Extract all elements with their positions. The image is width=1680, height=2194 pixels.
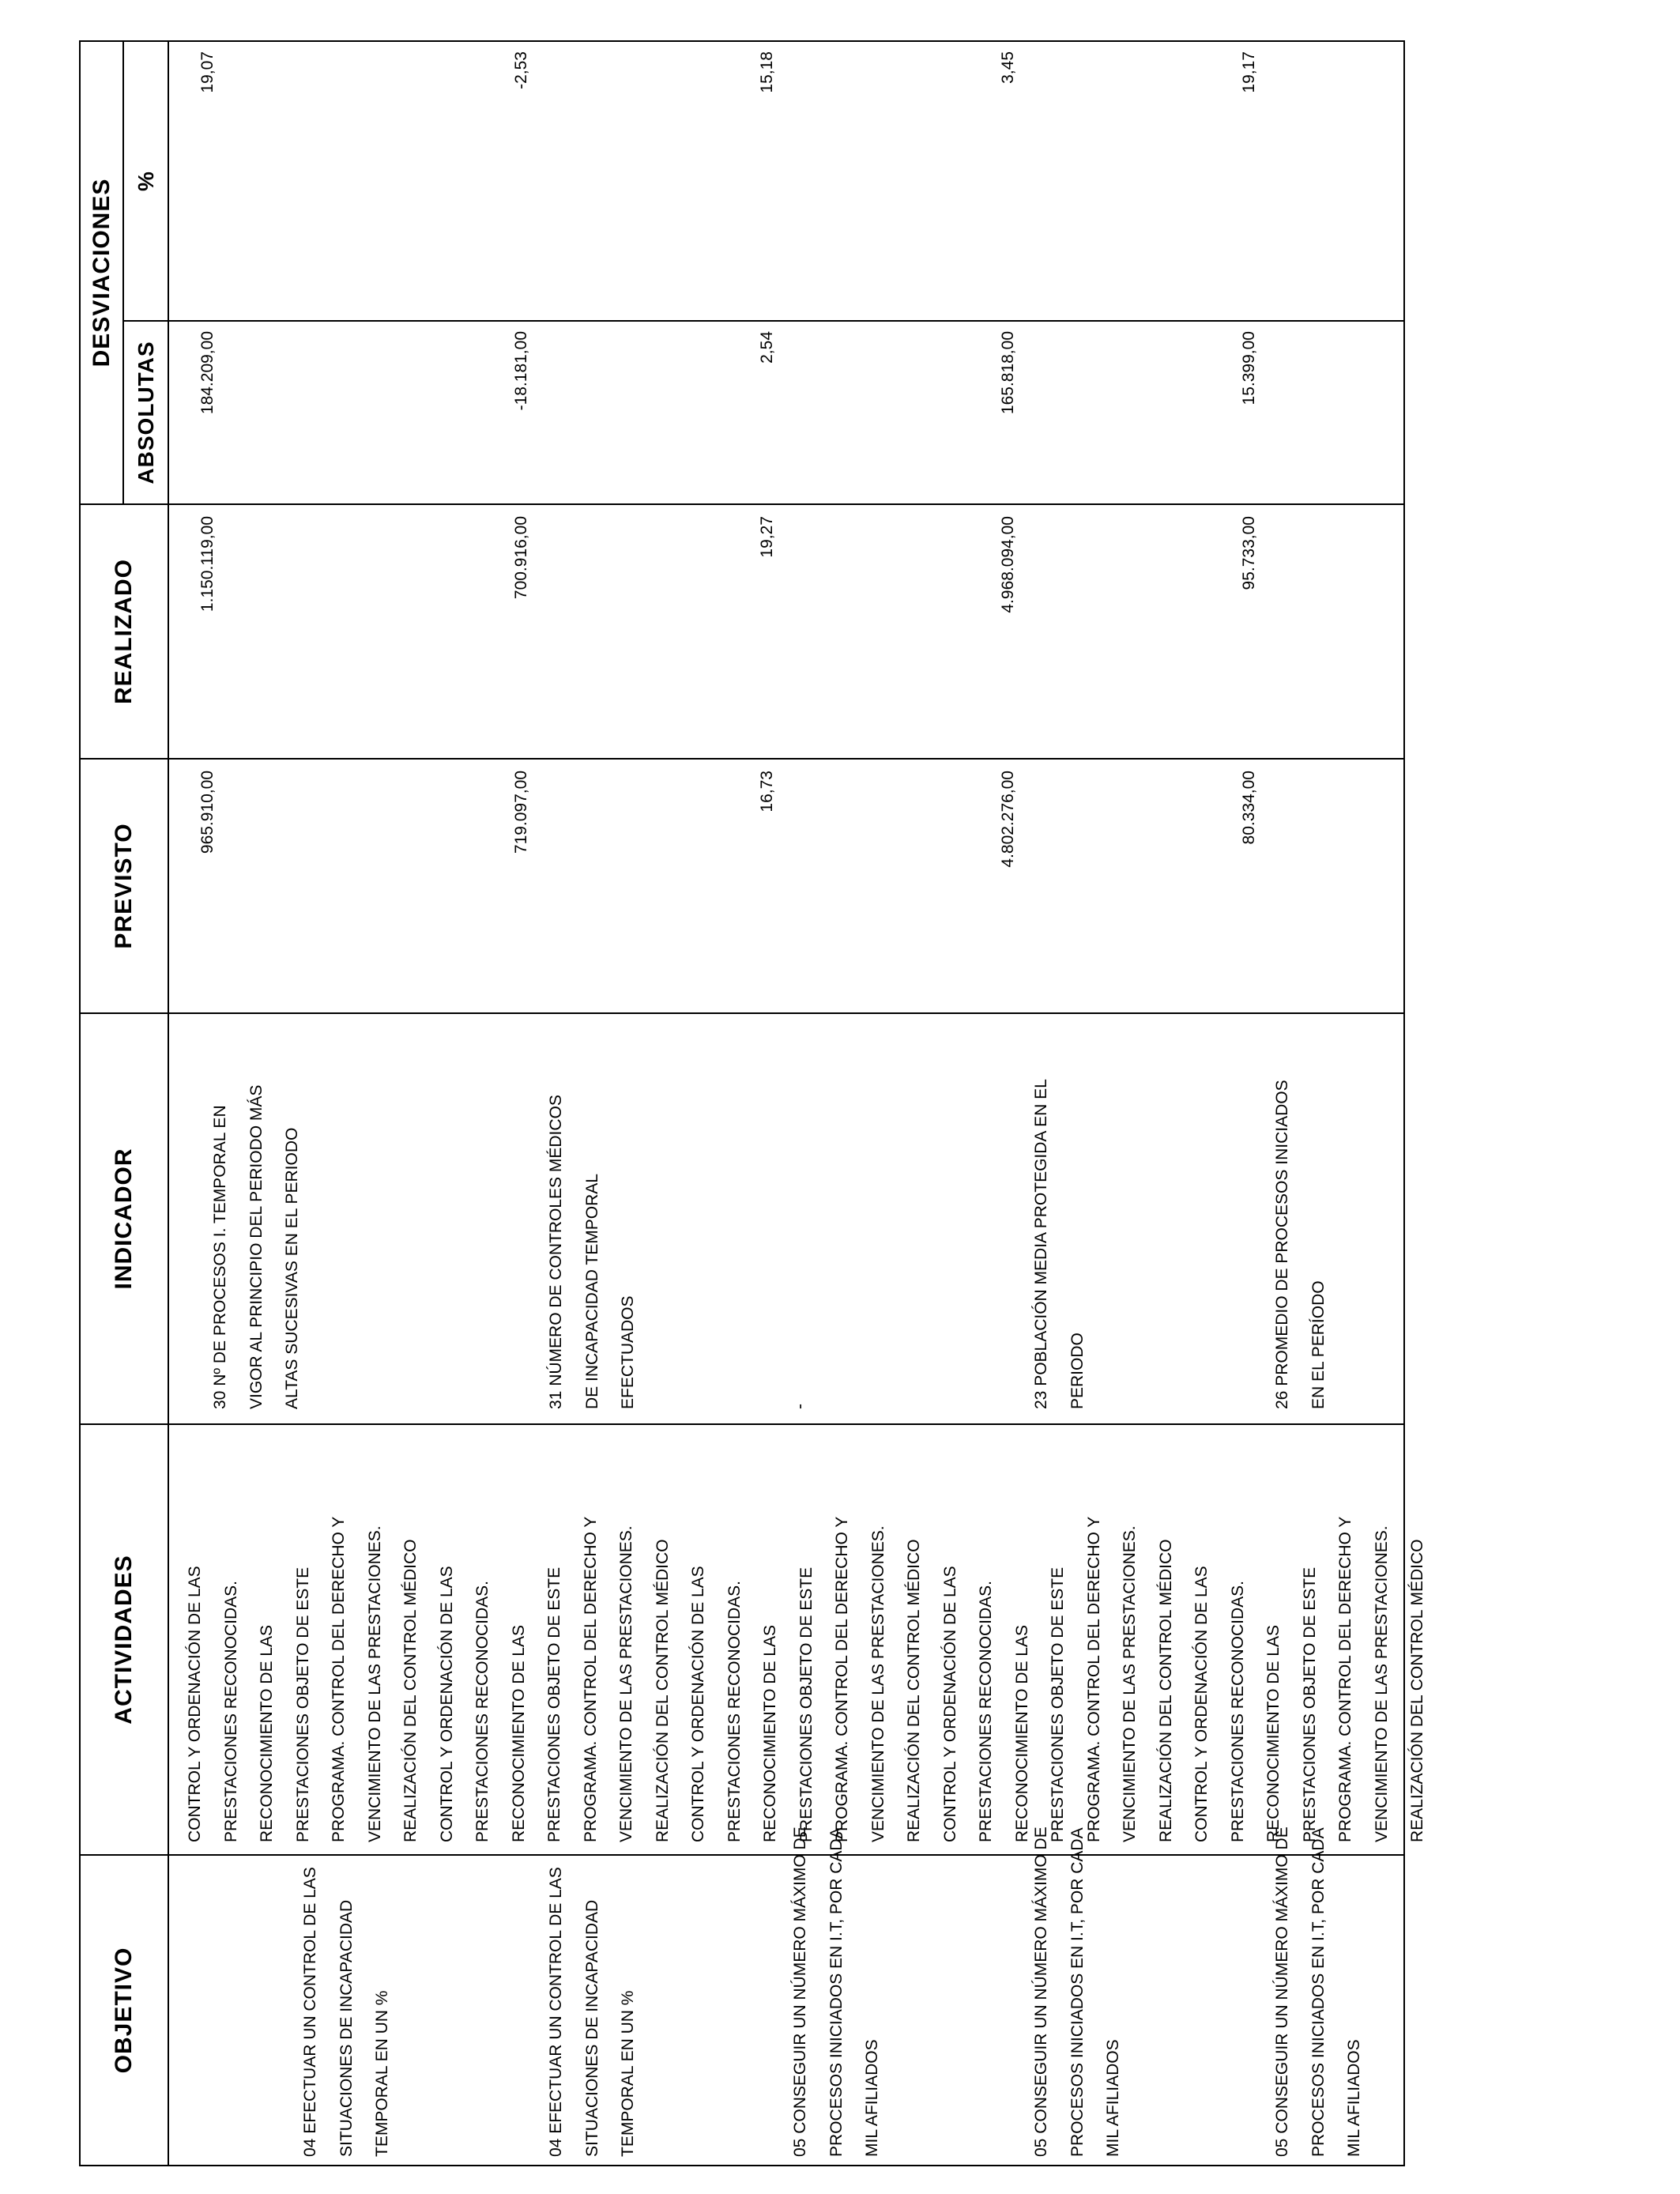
absolutas-cell: 184.209,00 <box>198 331 217 415</box>
objetivo-cell: 05 CONSEGUIR UN NÚMERO MÁXIMO DE PROCESOS INICIADOS EN I.T, POR CADA MIL AFILIADOS <box>1273 1826 1363 2157</box>
actividades-line: REALIZACIÓN DEL CONTROL MÉDICO <box>653 1539 672 1842</box>
actividades-line: VENCIMIENTO DE LAS PRESTACIONES. <box>1121 1525 1139 1842</box>
actividades-line: PRESTACIONES OBJETO DE ESTE <box>797 1566 816 1842</box>
porcentaje-cell: 19,07 <box>198 51 217 93</box>
table-row <box>1130 42 1403 2165</box>
previsto-cell: 4.802.276,00 <box>999 771 1017 868</box>
actividades-line: RECONOCIMIENTO DE LAS <box>258 1625 276 1842</box>
actividades-line: PROGRAMA. CONTROL DEL DERECHO Y <box>581 1516 600 1842</box>
porcentaje-cell: 15,18 <box>758 51 776 93</box>
actividades-line: PRESTACIONES OBJETO DE ESTE <box>293 1566 312 1842</box>
absolutas-cell: 165.818,00 <box>999 331 1017 415</box>
objetivo-cell: 04 EFECTUAR UN CONTROL DE LAS SITUACIONES DE INCAPACIDAD TEMPORAL EN UN % <box>547 1867 637 2157</box>
actividades-line: CONTROL Y ORDENACIÓN DE LAS <box>186 1566 204 1842</box>
table-row <box>648 42 889 2165</box>
absolutas-cell: -18.181,00 <box>512 331 530 411</box>
header-objetivo: OBJETIVO <box>81 1854 168 2165</box>
actividades-line: RECONOCIMIENTO DE LAS <box>1012 1625 1031 1842</box>
actividades-line: RECONOCIMIENTO DE LAS <box>509 1625 528 1842</box>
absolutas-cell: 15.399,00 <box>1240 331 1258 405</box>
indicador-cell: 31 NÚMERO DE CONTROLES MÉDICOS DE INCAPACIDAD TEMPORAL EFECTUADOS <box>547 1095 637 1409</box>
previsto-cell: 80.334,00 <box>1240 771 1258 845</box>
absolutas-cell: 2,54 <box>758 331 776 364</box>
realizado-cell: 95.733,00 <box>1240 516 1258 590</box>
actividades-line: REALIZACIÓN DEL CONTROL MÉDICO <box>905 1539 923 1842</box>
actividades-line: PROGRAMA. CONTROL DEL DERECHO Y <box>1084 1516 1103 1842</box>
actividades-line: PRESTACIONES RECONOCIDAS. <box>473 1581 492 1842</box>
actividades-line: PRESTACIONES RECONOCIDAS. <box>977 1581 995 1842</box>
indicador-cell: 30 Nº DE PROCESOS I. TEMPORAL EN VIGOR AL PRINCIPIO DEL PERIODO MÁS ALTAS SUCESIVAS EN EL PERIODO <box>211 1084 301 1409</box>
table-row <box>889 42 1130 2165</box>
header-realizado: REALIZADO <box>81 503 168 758</box>
porcentaje-cell: -2,53 <box>512 51 530 89</box>
indicador-cell: 26 PROMEDIO DE PROCESOS INICIADOS EN EL PERÍODO <box>1273 1080 1328 1409</box>
actividades-line: VENCIMIENTO DE LAS PRESTACIONES. <box>1372 1525 1391 1842</box>
actividades-line: CONTROL Y ORDENACIÓN DE LAS <box>689 1566 707 1842</box>
previsto-cell: 965.910,00 <box>198 771 217 854</box>
actividades-line: PRESTACIONES OBJETO DE ESTE <box>1300 1566 1319 1842</box>
porcentaje-cell: 19,17 <box>1240 51 1258 93</box>
actividades-line: PROGRAMA. CONTROL DEL DERECHO Y <box>833 1516 851 1842</box>
realizado-cell: 700.916,00 <box>512 516 530 600</box>
actividades-line: CONTROL Y ORDENACIÓN DE LAS <box>940 1566 959 1842</box>
realizado-cell: 4.968.094,00 <box>999 516 1017 613</box>
actividades-line: PRESTACIONES RECONOCIDAS. <box>1228 1581 1247 1842</box>
realizado-cell: 19,27 <box>758 516 776 558</box>
header-actividades: ACTIVIDADES <box>81 1423 168 1854</box>
previsto-cell: 16,73 <box>758 771 776 812</box>
actividades-line: PRESTACIONES OBJETO DE ESTE <box>1049 1566 1067 1842</box>
actividades-line: RECONOCIMIENTO DE LAS <box>1264 1625 1283 1842</box>
header-previsto: PREVISTO <box>81 758 168 1012</box>
actividades-line: CONTROL Y ORDENACIÓN DE LAS <box>1192 1566 1211 1842</box>
actividades-line: CONTROL Y ORDENACIÓN DE LAS <box>437 1566 456 1842</box>
table-row <box>168 42 402 2165</box>
actividades-line: PRESTACIONES RECONOCIDAS. <box>725 1581 744 1842</box>
actividades-line: REALIZACIÓN DEL CONTROL MÉDICO <box>1156 1539 1175 1842</box>
actividades-line: PROGRAMA. CONTROL DEL DERECHO Y <box>330 1516 348 1842</box>
header-absolutas: ABSOLUTAS <box>124 320 168 503</box>
objetivo-cell: 05 CONSEGUIR UN NÚMERO MÁXIMO DE PROCESOS INICIADOS EN I.T, POR CADA MIL AFILIADOS <box>791 1826 881 2157</box>
actividades-line: PROGRAMA. CONTROL DEL DERECHO Y <box>1336 1516 1354 1842</box>
actividades-line: PRESTACIONES OBJETO DE ESTE <box>545 1566 563 1842</box>
objectives-table <box>79 40 1426 2166</box>
objetivo-cell: 05 CONSEGUIR UN NÚMERO MÁXIMO DE PROCESOS INICIADOS EN I.T, POR CADA MIL AFILIADOS <box>1032 1826 1122 2157</box>
porcentaje-cell: 3,45 <box>999 51 1017 84</box>
table-row <box>402 42 648 2165</box>
actividades-line: PRESTACIONES RECONOCIDAS. <box>221 1581 240 1842</box>
header-desviaciones: DESVIACIONES <box>81 42 124 503</box>
realizado-cell: 1.150.119,00 <box>198 516 217 613</box>
header-porcentaje: % <box>133 171 158 191</box>
actividades-line: VENCIMIENTO DE LAS PRESTACIONES. <box>617 1525 635 1842</box>
objetivo-cell: 04 EFECTUAR UN CONTROL DE LAS SITUACIONES DE INCAPACIDAD TEMPORAL EN UN % <box>301 1867 391 2157</box>
actividades-line: VENCIMIENTO DE LAS PRESTACIONES. <box>868 1525 887 1842</box>
header-indicador: INDICADOR <box>81 1012 168 1423</box>
actividades-line: RECONOCIMIENTO DE LAS <box>761 1625 779 1842</box>
indicador-cell: 23 POBLACIÓN MEDIA PROTEGIDA EN EL PERIODO <box>1032 1079 1087 1409</box>
indicador-cell: - <box>791 1404 809 1409</box>
actividades-line: REALIZACIÓN DEL CONTROL MÉDICO <box>401 1539 420 1842</box>
actividades-line: REALIZACIÓN DEL CONTROL MÉDICO <box>1408 1539 1426 1842</box>
header-desviaciones-group <box>81 42 168 503</box>
previsto-cell: 719.097,00 <box>512 771 530 854</box>
actividades-line: VENCIMIENTO DE LAS PRESTACIONES. <box>365 1525 384 1842</box>
